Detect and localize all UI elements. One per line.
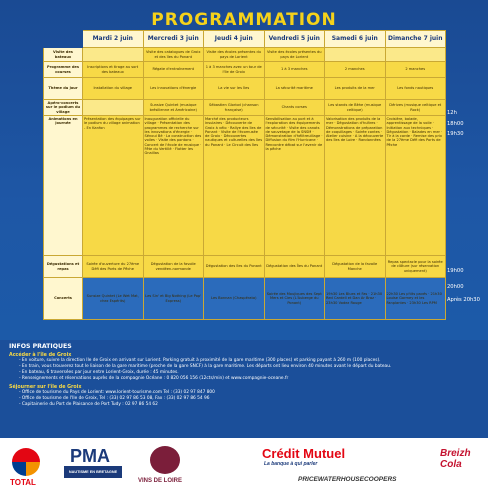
- table-cell: Inscriptions et tirage au sort des bateaux: [83, 62, 144, 78]
- time-marker: Après 20h30: [447, 297, 480, 303]
- day-header: Mardi 2 juin: [83, 31, 144, 48]
- table-cell: 22h30 Les p'tits pavés · 21h30 Louise Gormey et les Fanplantes · 23h30 Les RPM: [385, 278, 446, 320]
- table-cell: La sécurité maritime: [264, 78, 325, 100]
- info-line: - En voiture, suivre la direction Ile de Groix en arrivant sur Lorient. Parking gratuit à proximité de la gare maritime (300 places) et parking payant à 260 m (100 places).: [19, 358, 381, 363]
- day-header: Mercredi 3 juin: [143, 31, 204, 48]
- day-header: Dimanche 7 juin: [385, 31, 446, 48]
- time-marker: 12h: [447, 110, 457, 116]
- row-label: Dégustations et repas: [44, 256, 83, 278]
- table-cell: Dégustation des Îles du Ponant: [264, 256, 325, 278]
- table-cell: [83, 48, 144, 62]
- day-header: Vendredi 5 juin: [264, 31, 325, 48]
- time-marker: 19h30: [447, 131, 464, 137]
- table-cell: La vie sur les îles: [204, 78, 265, 100]
- row-label: Programme des courses: [44, 62, 83, 78]
- table-cell: Sensibilisation au port et à l'exploration des équipements de sécurité · Visite des canots de sauvetage de la SNSM · Démonstration d'hélitreuillage · Diffusion du film l'Hurricane · Rencontre débat sur l'avenir de la pêche: [264, 116, 325, 256]
- table-cell: [325, 48, 386, 62]
- table-cell: Visite des écoles présentes du pays de Lorient: [204, 48, 265, 62]
- time-marker: 18h00: [447, 121, 464, 127]
- row-label: Visite des bateaux: [44, 48, 83, 62]
- table-cell: 19h30 Les Blues et Fas · 21h30 Red Cardell et Dan Ar Braz · 23h30 Vodez Rouge: [325, 278, 386, 320]
- total-logo: TOTAL: [10, 478, 36, 487]
- credit-mutuel-logo: Crédit Mutuel: [262, 446, 346, 461]
- table-cell: Valorisation des produits de la mer · Dégustation d'huîtres · Démonstrations de préparation de coquillages · Soirée contes · Atelier cuisine · A la découverte des îles de Loire · Randonnées: [325, 116, 386, 256]
- table-cell: Croisière, balade, apprentissage de la voile · Initiation aux techniques · Dégustation · Balades en mer · Tir à la corde · Remise des prix de la 27ème Défi des Ports de Pêche: [385, 116, 446, 256]
- table-cell: Soirée d'ouverture du 27ème Défi des Ports de Pêche: [83, 256, 144, 278]
- infos-pratiques: [9, 343, 479, 408]
- table-cell: Marché des producteurs insulaires · Découverte de Groix à vélo · Rallye des îles de Ponant · Visite de l'écomusée de Groix · Découvertes nautiques et culturelles des îles du Ponant · Le Circuit des îles: [204, 116, 265, 256]
- table-cell: 1 à 3 manches avec un tour de l'île de Groix: [204, 62, 265, 78]
- table-cell: Inauguration officielle du village · Présentation des programmes de recherche sur les innovations d'énergie · Sénoui Bé · La construction des voiles · Visite des pontons · Concert de l'école de musique · Fête du Vertillé · Flotter les Gnaillas: [143, 116, 204, 256]
- info-line: - Office de tourisme du Pays de Lorient: www.lorient-tourisme.com Tel : (33) 02 97 847 800: [19, 390, 215, 395]
- infos-heading: INFOS PRATIQUES: [9, 343, 72, 350]
- info-line: - En train, vous trouverez tout le liaison de la gare maritime (proche de la gare SNCF) à la gare maritime. Les départs ont lieu environ 40 minutes avant le départ du bateau.: [19, 364, 392, 369]
- info-line: - En bateau, 6 traversées par jour entre Lorient-Groix, durée : 45 minutes.: [19, 370, 179, 375]
- breizh-cola-logo: Breizh Cola: [440, 448, 471, 470]
- table-cell: [385, 48, 446, 62]
- info-line: - Office de tourisme de l'Ile de Groix, Tel : (33) 02 97 86 53 08, Fax : (33) 02 97 86 54 96: [19, 396, 210, 401]
- page-title: PROGRAMMATION: [151, 10, 337, 30]
- corner-cell: [44, 31, 83, 48]
- table-cell: Dégustation de la favoile vendéen-normande: [143, 256, 204, 278]
- table-cell: Présentation des équipages sur le podium du village animation - En Kanfon: [83, 116, 144, 256]
- table-cell: Les fonds nautiques: [385, 78, 446, 100]
- table-cell: 1 à 3 manches: [264, 62, 325, 78]
- table-cell: 2 manches: [325, 62, 386, 78]
- table-cell: Les Bonnan (Chaspérata): [204, 278, 265, 320]
- acces-title: Accéder à l'île de Groix: [9, 353, 72, 358]
- pma-logo: PMA: [70, 446, 110, 466]
- table-cell: Visite des écoles présentes du pays de Lorient: [264, 48, 325, 62]
- info-line: - Renseignements et réservations auprès de la compagnie Océane : 0 820 056 156 (12cts/min) et www.compagnie-oceane.fr: [19, 376, 289, 381]
- table-cell: Dégustation de la favoile Manche: [325, 256, 386, 278]
- sejour-title: Séjourner sur l'île de Groix: [9, 385, 82, 390]
- table-cell: Sunsize Quintet (Le Wet Mat, chez Espérits): [83, 278, 144, 320]
- table-cell: Soirée des Moujiques des Sept Mers et Cies (L'Auberge du Ponant): [264, 278, 325, 320]
- table-cell: Dégustation des îles du Ponant: [204, 256, 265, 278]
- table-cell: Sébastien Gloriod (chanson française): [204, 100, 265, 116]
- table-cell: Chants corses: [264, 100, 325, 116]
- row-label: Animations en journée: [44, 116, 83, 256]
- day-header: Jeudi 4 juin: [204, 31, 265, 48]
- pma-sub: NAUTISME EN BRETAGNE: [64, 466, 122, 478]
- table-cell: Les innovations d'énergie: [143, 78, 204, 100]
- table-cell: Les Sin' et Big Nothing (Le Pop' Express): [143, 278, 204, 320]
- vins-logo-icon: [150, 446, 180, 474]
- vins-logo: VINS DE LOIRE: [138, 478, 183, 484]
- time-marker: 20h00: [447, 284, 464, 290]
- table-cell: Sunsize Quintet (musique brésilienne et Américaine): [143, 100, 204, 116]
- table-cell: 2 manches: [385, 62, 446, 78]
- table-cell: Repas spectacle pour la soirée de clôture (sur réservation uniquement): [385, 256, 446, 278]
- total-logo-icon: [12, 448, 40, 476]
- credit-mutuel-tagline: La banque à qui parler: [264, 461, 318, 467]
- row-label: Apéro-concerts sur le podium du village: [44, 100, 83, 116]
- row-label: Concerts: [44, 278, 83, 320]
- sponsor-bar: [0, 438, 488, 500]
- info-line: - Capitainerie du Port de Plaisance de Port Tudy : 02 97 86 54 62: [19, 402, 158, 407]
- table-cell: Installation du village: [83, 78, 144, 100]
- table-cell: [83, 100, 144, 116]
- day-header: Samedi 6 juin: [325, 31, 386, 48]
- program-table: [43, 30, 446, 320]
- table-cell: Les stands de Bèhe (musique celtique): [325, 100, 386, 116]
- time-marker: 19h00: [447, 268, 464, 274]
- table-cell: Régate d'entraînement: [143, 62, 204, 78]
- pwc-logo: PRICEWATERHOUSECOOPERS: [298, 476, 397, 483]
- table-cell: Les produits de la mer: [325, 78, 386, 100]
- row-label: Thème du jour: [44, 78, 83, 100]
- table-cell: Visite des catalogues de Groix et des îles du Ponant: [143, 48, 204, 62]
- table-cell: Dérives (musique celtique et Rock): [385, 100, 446, 116]
